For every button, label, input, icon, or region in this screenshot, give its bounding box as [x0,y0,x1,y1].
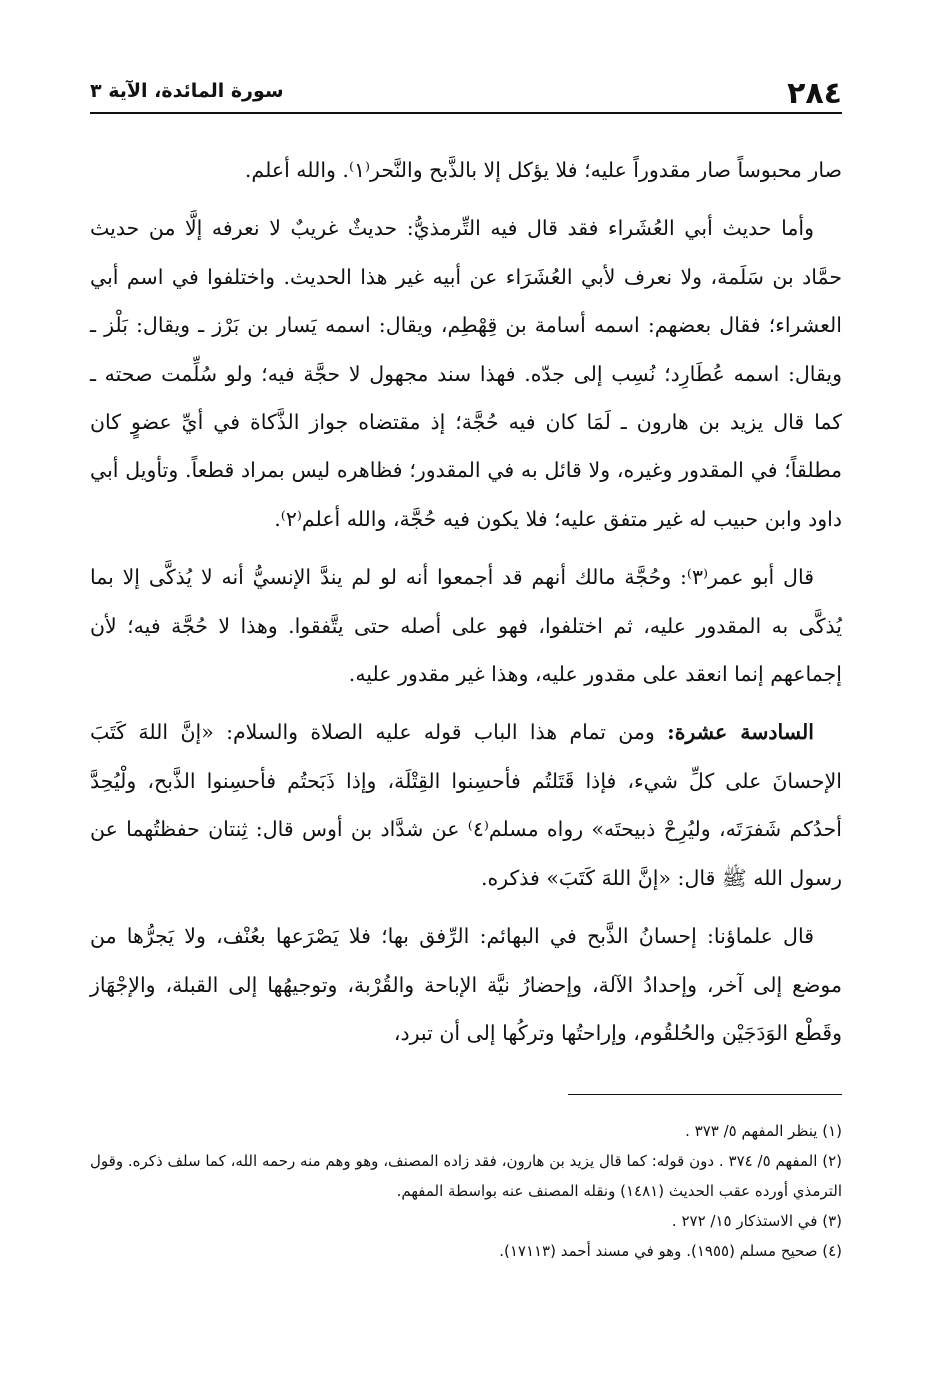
footnote-2: (٢) المفهم ٥/ ٣٧٤ . دون قوله: كما قال يزيد بن هارون، فقد زاده المصنف، وهو وهم منه رحمه الله، كما سلف ذكره. وقول الترمذي أورده عقب الحديث (١٤٨١) ونقله المصنف عنه بواسطة المفهم. [90,1152,842,1200]
header-rule [90,112,842,114]
page-header [90,68,842,114]
main-text [90,146,842,1067]
paragraph-2: وأما حديث أبي العُشَراء فقد قال فيه التِّرمذيُّ: حديثٌ غريبٌ لا نعرفه إلَّا من حديث حمَّاد بن سَلَمة، ولا نعرف لأبي العُشَرَاء عن أبيه غير هذا الحديث. واختلفوا في اسم أبي العشراء؛ فقال بعضهم: اسمه أسامة بن قِهْطِم، ويقال: اسمه يَسار بن بَرْز ـ ويقال: بَلْز ـ ويقال: اسمه عُطَارِد؛ نُسِب إلى جدّه. فهذا سند مجهول لا حجَّة فيه؛ ولو سُلِّمت صحته ـ كما قال يزيد بن هارون ـ لَمَا كان فيه حُجَّة؛ إذ مقتضاه جواز الذَّكاة في أيِّ عضوٍ كان مطلقاً؛ في المقدور وغيره، ولا قائل به في المقدور؛ فظاهره ليس بمراد قطعاً. وتأويل أبي داود وابن حبيب له غير متفق عليه؛ فلا يكون فيه حُجَّة، والله أعلم⁽٢⁾. [90,216,842,531]
paragraph-4-text: ومن تمام هذا الباب قوله عليه الصلاة والسلام: «إنَّ اللهَ كَتَبَ الإحسانَ على كلِّ شيء، فإذا قَتَلتُم فأحسِنوا القِتْلَة، وإذا ذَبَحتُم فأحسِنوا الذَّبح، ولْيُحِدَّ أحدُكم شَفرَتَه، وليُرِحْ ذبيحتَه» رواه مسلم⁽٤⁾ عن شدَّاد بن أوس قال: ثِنتان حفظتُهما عن رسول الله ﷺ قال: «إنَّ اللهَ كَتَبَ» فذكره. [90,720,842,890]
paragraph-1: صار محبوساً صار مقدوراً عليه؛ فلا يؤكل إلا بالذَّبح والنَّحر⁽١⁾. والله أعلم. [244,158,842,182]
page-number: ٢٨٤ [787,76,842,111]
footnote-4: (٤) صحيح مسلم (١٩٥٥). وهو في مسند أحمد (١٧١١٣). [499,1242,842,1260]
footnotes [90,1116,842,1266]
footnote-1: (١) ينظر المفهم ٥/ ٣٧٣ . [685,1122,842,1140]
footnote-3: (٣) في الاستذكار ١٥/ ٢٧٢ . [671,1212,842,1230]
paragraph-5: قال علماؤنا: إحسانُ الذَّبح في البهائم: الرِّفق بها؛ فلا يَصْرَعها بعُنْف، ولا يَجرُّها من موضع إلى آخر، وإحدادُ الآلة، وإحضارُ نيَّة الإباحة والقُرْبة، وتوجيهُها إلى القبلة، والإجْهَاز وقَطْع الوَدَجَيْن والحُلقُوم، وإراحتُها وتركُها إلى أن تبرد، [90,924,842,1045]
paragraph-4 [90,708,842,902]
footnote-rule [568,1094,842,1095]
section-lead: السادسة عشرة: [667,720,814,745]
running-title: سورة المائدة، الآية ٣ [90,80,284,102]
paragraph-3: قال أبو عمر⁽٣⁾: وحُجَّة مالك أنهم قد أجمعوا أنه لو لم يندَّ الإنسيُّ أنه لا يُذكَّى إلا بما يُذكَّى به المقدور عليه، ثم اختلفوا، فهو على أصله حتى يتَّفقوا. وهذا لا حُجَّة فيه؛ لأن إجماعهم إنما انعقد على مقدور عليه، وهذا غير مقدور عليه. [90,565,842,687]
